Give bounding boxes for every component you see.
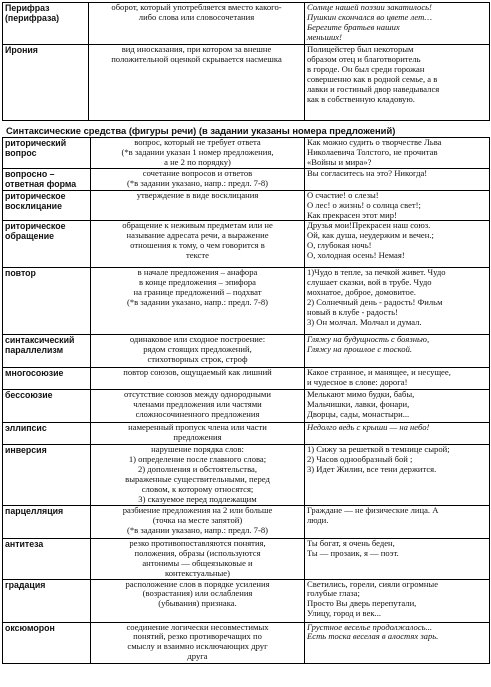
table-row-oxymoron	[3, 622, 490, 663]
table-row-antithesis	[3, 538, 490, 579]
example-text: Граждане — не физические лица. А	[307, 505, 439, 515]
term-label: Перифраз	[5, 3, 50, 13]
term-cell	[3, 368, 91, 390]
definition-cell	[91, 138, 305, 169]
term-cell	[3, 423, 91, 445]
example-text: мохнатое, доброе, домовитое.	[307, 287, 416, 298]
example-text: Ты богат, я очень беден,	[307, 538, 395, 548]
example-text: люди.	[307, 514, 329, 525]
example-text: «Войны и мира»?	[307, 156, 372, 167]
example-cell	[305, 221, 490, 268]
table-row	[3, 3, 490, 45]
term-label: бессоюзие	[5, 390, 53, 401]
example-text: Друзья мои!Прекрасен наш союз.	[307, 220, 431, 231]
definition-cell	[91, 268, 305, 335]
example-text: Мальчишки, лавки, фонари,	[307, 399, 410, 410]
term-cell	[3, 138, 91, 169]
definition-text: оборот, который употребляется вместо какого-	[111, 2, 282, 12]
example-cell	[305, 390, 490, 423]
example-text: Грустное веселье продолжалось...	[307, 622, 432, 632]
example-text: 2) Часов однообразный бой ;	[307, 454, 413, 465]
section-title: Синтаксические средства (фигуры речи) (в задании указаны номера предложений)	[6, 125, 396, 136]
term-label: многосоюзие	[5, 368, 64, 379]
definition-text: сложносочиненного предложения	[135, 409, 260, 420]
example-text: голубые глаза;	[307, 588, 360, 599]
example-text: как в собственную кладовую.	[307, 93, 415, 104]
definition-text: вид иносказания, при котором за внешне	[121, 44, 272, 54]
term-label: восклицание	[5, 200, 62, 211]
definition-text: антонимы — общеязыковые и	[142, 557, 253, 568]
definition-text: (*в задании указано, напр.: предл. 7-8)	[126, 297, 269, 308]
example-text: 3) Он молчал. Молчал и думал.	[307, 316, 422, 327]
definition-text: (возрастания) или ослабления	[142, 588, 253, 599]
term-cell	[3, 45, 89, 121]
definition-cell	[91, 368, 305, 390]
example-cell	[305, 268, 490, 335]
definition-text: нарушение порядка слов:	[151, 444, 244, 455]
definition-text: положительной оценкой скрывается насмешка	[111, 53, 282, 64]
term-cell	[3, 221, 91, 268]
example-text: Ой, как душа, неудержим и вечен.;	[307, 230, 434, 241]
example-text: Ты — прозаик, я — поэт.	[307, 547, 399, 558]
term-cell	[3, 445, 91, 505]
definition-text: положения, образы (используются	[134, 547, 261, 558]
definition-cell	[91, 221, 305, 268]
definition-cell	[91, 505, 305, 538]
table-row-question-answer-form	[3, 168, 490, 190]
term-label: риторическое	[5, 221, 66, 232]
example-text: Есть тоска веселая в алостях зарь.	[307, 631, 439, 642]
example-text: новый в клубе - радость!	[307, 307, 398, 318]
definition-text: утверждение в виде восклицания	[136, 190, 259, 200]
definition-text: в конце предложения – эпифора	[139, 277, 256, 288]
definition-text: (точка на месте запятой)	[152, 514, 243, 525]
example-text: 2) Солнечный день - радость! Фильм	[307, 297, 443, 308]
example-text: Полицейстер был некоторым	[307, 44, 414, 54]
example-text: в городе. Он был среди горожан	[307, 63, 425, 74]
example-text: Солнце нашей поэзии закатилось!	[307, 2, 432, 12]
example-text: слушает сказки, вой в трубе. Чудо	[307, 277, 432, 288]
definition-text: (убывания) признака.	[158, 598, 237, 609]
term-cell	[3, 505, 91, 538]
example-text: О счастие! о слезы!	[307, 190, 379, 200]
example-text: Как прекрасен этот мир!	[307, 209, 397, 220]
term-cell	[3, 622, 91, 663]
definition-text: соединение логически несовместимых	[126, 622, 269, 632]
term-label: риторическое	[5, 190, 66, 201]
table-row-gradation	[3, 579, 490, 622]
example-cell	[305, 138, 490, 169]
definition-text: либо слова или словосочетания	[138, 11, 255, 22]
example-text: О, холодная осень! Немая!	[307, 250, 405, 261]
table-row-rhetorical-address	[3, 221, 490, 268]
example-cell	[305, 423, 490, 445]
term-label: вопрос	[5, 148, 37, 158]
example-cell	[305, 622, 490, 663]
term-cell	[3, 3, 89, 45]
example-text: Дворцы, сады, монастыри...	[307, 409, 410, 420]
example-cell	[305, 579, 490, 622]
definition-text: словом, к которому относятся;	[141, 484, 254, 495]
table-row-ellipsis	[3, 423, 490, 445]
definition-text: членами предложения или частями	[133, 399, 262, 410]
term-label: вопросно –	[5, 168, 55, 179]
definition-cell	[91, 622, 305, 663]
definition-text: 3) сказуемое перед подлежащим	[138, 493, 257, 504]
definition-text: 2) дополнения и обстоятельства,	[138, 464, 257, 475]
definition-text: (*в задании указан 1 номер предложения,	[121, 146, 274, 157]
syntax-figures-table	[2, 137, 490, 664]
table-row	[3, 45, 490, 121]
term-label: антитеза	[5, 538, 44, 549]
definition-cell	[91, 168, 305, 190]
example-cell	[305, 190, 490, 221]
definition-text: (*в задании указано, напр.: предл. 7-8)	[126, 524, 269, 535]
example-text: Гляжу на будущность с боязнью,	[307, 334, 430, 345]
definition-text: а не 2 по порядку)	[164, 156, 231, 167]
definition-text: тексте	[186, 250, 209, 261]
example-text: Какое странное, и манящее, и несущее,	[307, 367, 451, 378]
term-label: градация	[5, 579, 46, 590]
term-label: Ирония	[5, 45, 38, 55]
table-row-asyndeton	[3, 390, 490, 423]
table-row-polysyndeton	[3, 368, 490, 390]
definition-text: одинаковое или сходное построение:	[129, 334, 266, 345]
definition-text: отсутствие союзов между однородными	[124, 389, 271, 400]
example-text: О лес! о жизнь! о солнца свет!;	[307, 199, 421, 210]
term-cell	[3, 268, 91, 335]
example-cell	[305, 168, 490, 190]
term-label: оксюморон	[5, 622, 55, 633]
definition-text: понятий, резко противоречащих по	[133, 631, 262, 642]
example-cell	[305, 3, 490, 45]
table-row-rhetorical-exclamation	[3, 190, 490, 221]
term-cell	[3, 579, 91, 622]
term-cell	[3, 335, 91, 368]
example-text: Вы согласитесь на это? Никогда!	[307, 168, 428, 178]
example-text: Берегите братьев наших	[307, 21, 400, 32]
definition-text: называние адресата речи, а выражение	[126, 230, 269, 241]
example-text: образом отец и благотворитель	[307, 53, 421, 64]
table-row-repetition	[3, 268, 490, 335]
definition-text: вопрос, который не требует ответа	[134, 137, 261, 147]
example-cell	[305, 505, 490, 538]
term-label: риторический	[5, 138, 67, 148]
definition-text: смыслу и взаимно исключающих друг	[127, 641, 268, 652]
definition-text: рядом стоящих предложений,	[143, 344, 252, 355]
term-label: инверсия	[5, 445, 47, 456]
definition-text: на границе предложений – подхват	[133, 287, 262, 298]
example-text: Мелькают мимо будки, бабы,	[307, 389, 415, 400]
example-text: О, глубокая ночь!	[307, 240, 372, 251]
term-label: синтаксический	[5, 335, 75, 346]
example-cell	[305, 335, 490, 368]
example-text: совершенно как в родной семье, а в	[307, 73, 438, 84]
example-text: Николаевича Толстого, не прочитав	[307, 146, 438, 157]
definition-cell	[91, 445, 305, 505]
definition-text: намеренный пропуск члена или части	[128, 422, 267, 433]
definition-cell	[91, 390, 305, 423]
example-text: Гляжу на прошлое с тоской.	[307, 344, 413, 355]
example-text: Улицу, город и век...	[307, 608, 381, 619]
term-label: параллелизм	[5, 345, 64, 356]
example-text: Светились, горели, сияли огромные	[307, 579, 439, 589]
example-text: меньших!	[307, 31, 342, 42]
example-text: 1) Сижу за решеткой в темнице сырой;	[307, 444, 450, 455]
term-label: эллипсис	[5, 423, 47, 434]
definition-text: стихотворных строк, строф	[147, 354, 248, 365]
definition-text: обращение к неживым предметам или не	[122, 220, 273, 231]
term-cell	[3, 190, 91, 221]
example-text: Пушкин скончался во цвете лет…	[307, 11, 432, 22]
definition-cell	[91, 335, 305, 368]
term-cell	[3, 168, 91, 190]
example-cell	[305, 538, 490, 579]
definition-cell	[91, 538, 305, 579]
definition-cell	[89, 45, 305, 121]
tropes-table-fragment	[2, 2, 490, 121]
definition-text: отношения к тому, о чем говорится в	[130, 240, 265, 251]
definition-text: (*в задании указано, напр.: предл. 7-8)	[126, 177, 269, 188]
example-cell	[305, 368, 490, 390]
example-cell	[305, 445, 490, 505]
example-cell	[305, 45, 490, 121]
term-cell	[3, 390, 91, 423]
example-text: Просто Вы дверь перепутали,	[307, 598, 417, 609]
definition-text: предложения	[173, 432, 222, 443]
table-row-inversion	[3, 445, 490, 505]
definition-text: сочетание вопросов и ответов	[142, 168, 253, 178]
term-label: ответная форма	[5, 178, 77, 189]
definition-text: контекстуальные)	[165, 567, 230, 578]
definition-text: повтор союзов, ощущаемый как лишний	[123, 367, 272, 378]
table-row-syntactic-parallelism	[3, 335, 490, 368]
definition-cell	[91, 190, 305, 221]
definition-cell	[91, 579, 305, 622]
term-label: парцелляция	[5, 505, 64, 516]
example-text: и чудесное в слове: дорога!	[307, 377, 408, 388]
definition-text: в начале предложения – анафора	[137, 267, 258, 278]
definition-cell	[89, 3, 305, 45]
definition-cell	[91, 423, 305, 445]
definition-text: расположение слов в порядке усиления	[125, 579, 270, 589]
term-label: (перифраза)	[5, 13, 60, 23]
term-cell	[3, 538, 91, 579]
definition-text: друга	[187, 651, 208, 662]
example-text: 3) Идет Жилин, все тени держится.	[307, 464, 437, 475]
definition-text: резко противопоставляются понятия,	[129, 538, 266, 548]
definition-text: разбиение предложения на 2 или больше	[122, 505, 273, 515]
example-text: 1)Чудо в тепле, за печкой живет. Чудо	[307, 267, 446, 278]
example-text: Недолго ведь с крыши — на небо!	[307, 422, 430, 433]
table-row-parcellation	[3, 505, 490, 538]
definition-text: 1) определение после главного слова;	[128, 454, 267, 465]
term-label: обращение	[5, 231, 55, 242]
example-text: лавки и гостиный двор наведывался	[307, 83, 440, 94]
term-label: повтор	[5, 268, 36, 279]
definition-text: выраженные существительными, перед	[125, 474, 270, 485]
table-row-rhetorical-question	[3, 138, 490, 169]
example-text: Как можно судить о творчестве Льва	[307, 137, 442, 147]
